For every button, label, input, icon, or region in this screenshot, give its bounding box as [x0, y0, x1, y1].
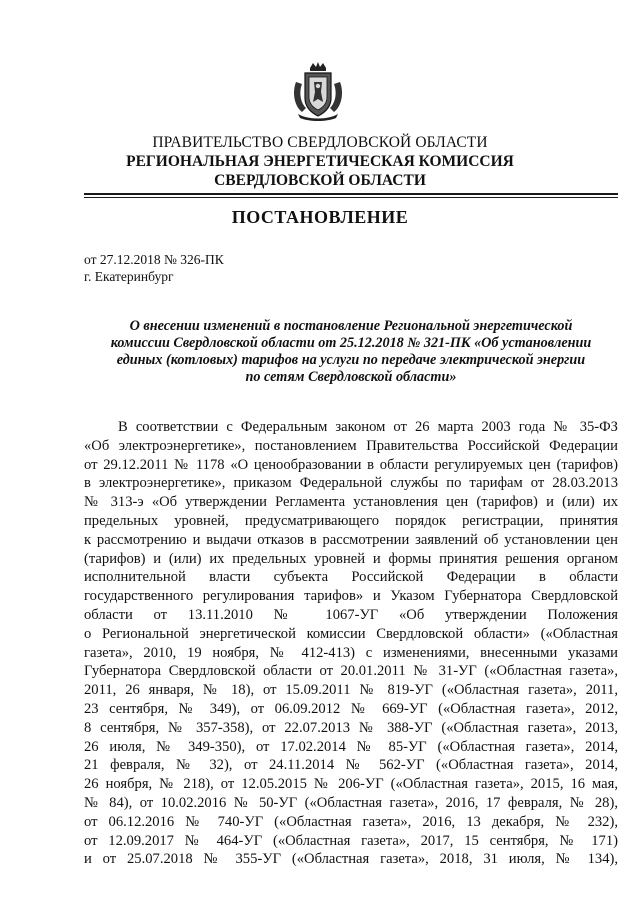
government-name: ПРАВИТЕЛЬСТВО СВЕРДЛОВСКОЙ ОБЛАСТИ — [152, 134, 488, 151]
header-divider-thick — [84, 193, 618, 195]
document-city: г. Екатеринбург — [84, 269, 174, 284]
body-line: от 12.09.2017 № 464-УГ («Областная газета», 2017, 15 сентября, № 171) — [84, 832, 618, 849]
body-line: 26 ноября, № 218), от 12.05.2015 № 206-УГ («Областная газета», 2015, 16 мая, — [84, 776, 618, 793]
body-line: от 06.12.2016 № 740-УГ («Областная газета», 2016, 13 декабря, № 232), — [84, 813, 618, 830]
subject-line: единых (котловых) тарифов на услуги по передаче электрической энергии — [116, 352, 586, 368]
header-divider-thin — [84, 197, 618, 198]
body-line: исполнительной власти субъекта Российской Федерации в области — [84, 569, 618, 586]
body-line: в электроэнергетике», приказом Федеральной службы по тарифам от 28.03.2013 — [84, 475, 618, 492]
region-name: СВЕРДЛОВСКОЙ ОБЛАСТИ — [214, 172, 426, 189]
body-line: к рассмотрению и выдачи отказов в рассмотрении заявлений об установлении цен — [84, 531, 618, 548]
document-type-title: ПОСТАНОВЛЕНИЕ — [231, 207, 409, 227]
body-line: 21 февраля, № 32), от 24.11.2014 № 562-УГ («Областная газета», 2014, — [84, 757, 618, 774]
subject-line: по сетям Свердловской области» — [245, 369, 457, 385]
commission-name: РЕГИОНАЛЬНАЯ ЭНЕРГЕТИЧЕСКАЯ КОМИССИЯ — [126, 153, 514, 170]
document-body — [84, 418, 618, 869]
body-line: (тарифов) и (или) их предельных уровней и формы принятия решения органом — [84, 550, 618, 567]
body-line: 23 сентября, № 349), от 06.09.2012 № 669-УГ («Областная газета», 2012, — [84, 700, 618, 717]
document-date-number: от 27.12.2018 № 326-ПК — [84, 252, 224, 267]
body-line: 2011, 26 января, № 18), от 15.09.2011 № 819-УГ («Областная газета», 2011, — [84, 682, 618, 699]
body-line: государственного регулирования тарифов» и Указом Губернатора Свердловской — [84, 588, 618, 605]
body-line: «Об электроэнергетике», постановлением Правительства Российской Федерации — [84, 437, 618, 454]
body-line: В соответствии с Федеральным законом от 26 марта 2003 года № 35-ФЗ — [118, 419, 618, 435]
body-line: газета», 2010, 19 ноября, № 412-413) с изменениями, внесенными указами — [84, 644, 618, 661]
body-line: области от 13.11.2010 № 1067-УГ «Об утверждении Положения — [84, 606, 618, 623]
body-line: 8 сентября, № 357-358), от 22.07.2013 № 388-УГ («Областная газета», 2013, — [84, 719, 618, 736]
body-line: и от 25.07.2018 № 355-УГ («Областная газета», 2018, 31 июля, № 134), — [84, 851, 618, 868]
coat-of-arms-icon — [290, 62, 346, 122]
body-line: Губернатора Свердловской области от 20.01.2011 № 31-УГ («Областная газета», — [84, 663, 618, 680]
body-line: № 84), от 10.02.2016 № 50-УГ («Областная газета», 2016, 17 февраля, № 28), — [84, 794, 618, 811]
document-subject — [84, 318, 618, 386]
subject-line: О внесении изменений в постановление Региональной энергетической — [129, 318, 573, 334]
body-line: предельных уровней, предусматривающего порядок регистрации, принятия — [84, 512, 618, 529]
subject-line: комиссии Свердловской области от 25.12.2018 № 321-ПК «Об установлении — [110, 335, 592, 351]
body-line: о Региональной энергетической комиссии Свердловской области» («Областная — [84, 625, 618, 642]
body-line: от 29.12.2011 № 1178 «О ценообразовании в области регулируемых цен (тарифов) — [84, 456, 618, 473]
body-line: 26 июля, № 349-350), от 17.02.2014 № 85-УГ («Областная газета», 2014, — [84, 738, 618, 755]
body-line: № 313-э «Об утверждении Регламента установления цен (тарифов) и (или) их — [84, 494, 618, 511]
